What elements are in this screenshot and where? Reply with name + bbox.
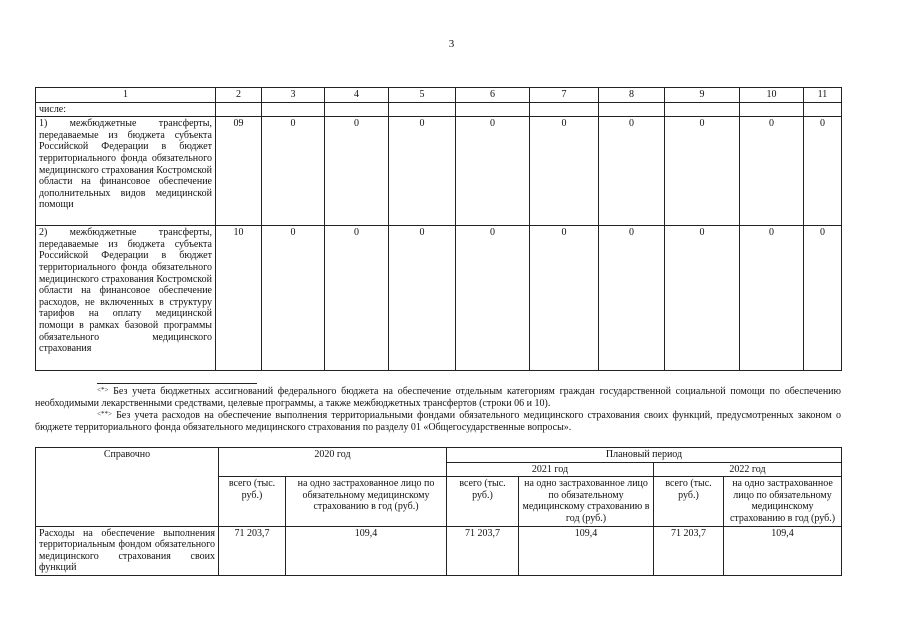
table-cell: 0 — [599, 117, 665, 226]
year-2022-header: 2022 год — [654, 462, 842, 477]
plan-period-header: Плановый период — [447, 448, 842, 463]
footnote-text: Без учета бюджетных ассигнований федерального бюджета на обеспечение отдельным категориям граждан государственной социальной помощи по обеспечению необходимыми лекарственными средствами, целевые программы, а также межбюджетных трансфертов (строки 06 и 10). — [35, 386, 841, 409]
row-description: Расходы на обеспечение выполнения территориальным фондом обязательного медицинского страхования своих функций — [36, 526, 219, 575]
table-cell — [740, 102, 804, 117]
column-number: 3 — [262, 88, 325, 103]
per-person-header: на одно застрахованное лицо по обязательному медицинскому страхованию в год (руб.) — [724, 477, 842, 526]
column-number: 5 — [389, 88, 456, 103]
table-cell: 0 — [740, 117, 804, 226]
table-cell: 0 — [325, 226, 389, 371]
column-number: 4 — [325, 88, 389, 103]
column-number: 2 — [216, 88, 262, 103]
table-row — [36, 102, 842, 117]
row-description: числе: — [36, 102, 216, 117]
table-cell — [389, 102, 456, 117]
table-cell: 0 — [665, 226, 740, 371]
total-header: всего (тыс. руб.) — [447, 477, 519, 526]
table-cell — [325, 102, 389, 117]
table-cell — [530, 102, 599, 117]
column-number: 9 — [665, 88, 740, 103]
table-cell: 0 — [804, 226, 842, 371]
footnote-mark: <*> — [97, 386, 109, 394]
table-cell: 0 — [389, 117, 456, 226]
table-cell: 0 — [262, 226, 325, 371]
column-number: 8 — [599, 88, 665, 103]
table-cell: 109,4 — [286, 526, 447, 575]
table-cell: 0 — [325, 117, 389, 226]
table-cell: 109,4 — [724, 526, 842, 575]
per-person-header: на одно застрахованное лицо по обязательному медицинскому страхованию в год (руб.) — [286, 477, 447, 526]
table-cell: 10 — [216, 226, 262, 371]
table-cell: 71 203,7 — [654, 526, 724, 575]
table-cell: 09 — [216, 117, 262, 226]
footnotes — [35, 383, 841, 434]
table-cell — [262, 102, 325, 117]
table-cell: 0 — [456, 117, 530, 226]
table-cell: 0 — [456, 226, 530, 371]
table-cell: 0 — [665, 117, 740, 226]
table-row — [36, 226, 842, 371]
table-cell: 0 — [530, 226, 599, 371]
year-2021-header: 2021 год — [447, 462, 654, 477]
table-cell — [216, 102, 262, 117]
table-row — [36, 526, 842, 575]
footnote-mark: <**> — [97, 410, 112, 418]
table-cell: 0 — [740, 226, 804, 371]
footnote-2 — [35, 410, 841, 434]
main-table — [35, 87, 842, 371]
table-cell: 71 203,7 — [219, 526, 286, 575]
table-cell: 0 — [389, 226, 456, 371]
row-description: 1) межбюджетные трансферты, передаваемые из бюджета субъекта Российской Федерации в бюджет территориального фонда обязательного медицинского страхования Костромской области на финансовое обеспечение дополнительных видов медицинской помощи — [36, 117, 216, 226]
per-person-header: на одно застрахованное лицо по обязательному медицинскому страхованию в год (руб.) — [519, 477, 654, 526]
table-cell: 71 203,7 — [447, 526, 519, 575]
column-number: 11 — [804, 88, 842, 103]
column-number-row — [36, 88, 842, 103]
table-cell: 0 — [804, 117, 842, 226]
table-cell — [456, 102, 530, 117]
column-number: 7 — [530, 88, 599, 103]
table-cell: 0 — [599, 226, 665, 371]
column-number: 1 — [36, 88, 216, 103]
footnote-text: Без учета расходов на обеспечение выполнения территориальными фондами обязательного медицинского страхования своих функций, предусмотренных законом о бюджете территориального фонда обязательного медицинского страхования по разделу 01 «Общегосударственные вопросы». — [35, 410, 841, 433]
page-number: 3 — [448, 38, 455, 50]
reference-table — [35, 447, 842, 576]
table-row — [36, 448, 842, 463]
table-cell: 0 — [530, 117, 599, 226]
table-cell — [599, 102, 665, 117]
table-cell: 0 — [262, 117, 325, 226]
total-header: всего (тыс. руб.) — [654, 477, 724, 526]
column-number: 10 — [740, 88, 804, 103]
row-description: 2) межбюджетные трансферты, передаваемые из бюджета субъекта Российской Федерации в бюджет территориального фонда обязательного медицинского страхования Костромской области на финансовое обеспечение расходов, не включенных в структуру тарифов на оплату медицинской помощи в рамках базовой программы обязательного медицинского страхования — [36, 226, 216, 371]
table-cell — [665, 102, 740, 117]
table-cell: 109,4 — [519, 526, 654, 575]
reference-label: Справочно — [36, 448, 219, 527]
table-cell — [804, 102, 842, 117]
total-header: всего (тыс. руб.) — [219, 477, 286, 526]
column-number: 6 — [456, 88, 530, 103]
year-2020-header: 2020 год — [219, 448, 447, 477]
footnote-1 — [35, 386, 841, 410]
table-row — [36, 117, 842, 226]
